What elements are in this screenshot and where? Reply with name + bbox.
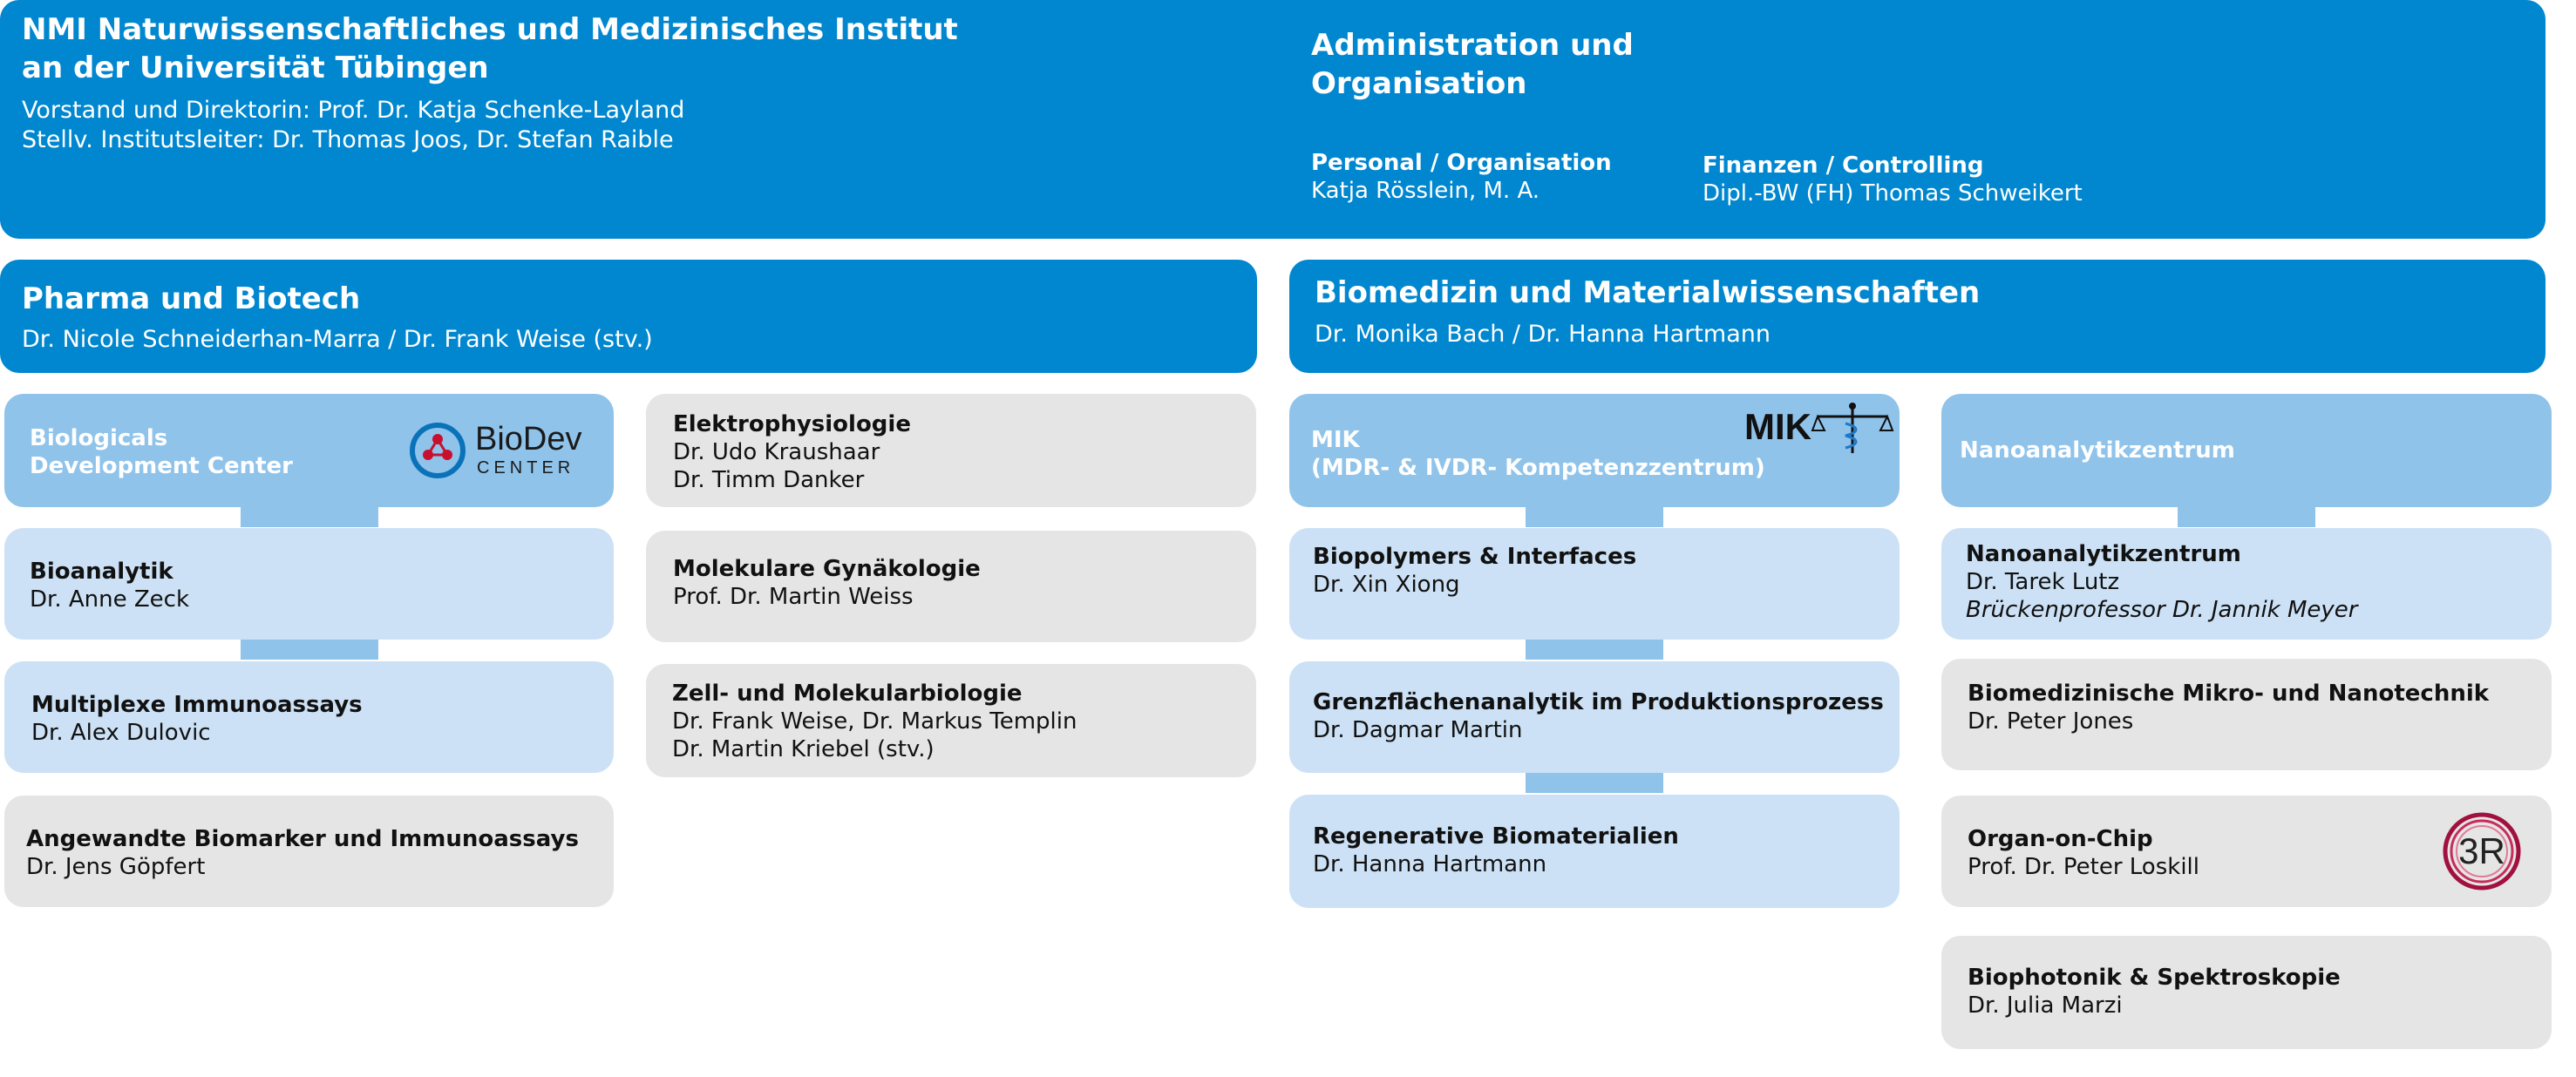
connector	[241, 507, 378, 527]
biopolymers-box	[1289, 528, 1900, 640]
biomarker-title: Angewandte Biomarker und Immunoassays	[26, 826, 579, 852]
elektrophysiologie-box	[646, 394, 1256, 507]
zellbiologie-person2: Dr. Martin Kriebel (stv.)	[672, 736, 935, 762]
bioanalytik-person: Dr. Anne Zeck	[30, 586, 190, 613]
biomed-heads: Dr. Monika Bach / Dr. Hanna Hartmann	[1315, 321, 1771, 348]
mik-line2: (MDR- & IVDR- Kompetenzzentrum)	[1311, 455, 1765, 481]
biophotonik-title: Biophotonik & Spektroskopie	[1968, 965, 2341, 991]
institute-banner	[0, 0, 2545, 239]
nanoanalytik-person: Dr. Tarek Lutz	[1966, 569, 2120, 595]
finance-label: Finanzen / Controlling	[1703, 152, 1984, 179]
mik-logo-text: MIK	[1744, 406, 1811, 447]
connector	[241, 640, 378, 660]
biodev-line1: Biologicals	[30, 425, 168, 451]
mikro-nano-person: Dr. Peter Jones	[1968, 708, 2134, 735]
administration-title-line1: Administration und	[1311, 28, 1634, 63]
gynaekologie-title: Molekulare Gynäkologie	[673, 556, 981, 582]
zellbiologie-title: Zell- und Molekularbiologie	[672, 681, 1023, 707]
nano-header-title: Nanoanalytikzentrum	[1960, 437, 2235, 464]
multiplex-box	[4, 661, 614, 773]
gynaekologie-person: Prof. Dr. Martin Weiss	[673, 584, 914, 610]
connector	[1526, 507, 1663, 527]
connector	[2178, 507, 2315, 527]
personal-name: Katja Rösslein, M. A.	[1311, 178, 1540, 204]
pharma-heads: Dr. Nicole Schneiderhan-Marra / Dr. Frank Weise (stv.)	[22, 326, 653, 353]
personal-label: Personal / Organisation	[1311, 150, 1612, 176]
mik-box	[1289, 394, 1900, 507]
biopolymers-title: Biopolymers & Interfaces	[1313, 544, 1637, 570]
multiplex-title: Multiplexe Immunoassays	[31, 692, 363, 718]
biomed-header	[1289, 260, 2545, 373]
regenerative-box	[1289, 795, 1900, 908]
elektrophysiologie-person2: Dr. Timm Danker	[673, 467, 865, 493]
regenerative-title: Regenerative Biomaterialien	[1313, 823, 1679, 850]
finance-name: Dipl.-BW (FH) Thomas Schweikert	[1703, 180, 2083, 207]
connector	[1526, 773, 1663, 793]
zellbiologie-box	[646, 664, 1256, 777]
biodev-logo	[407, 420, 608, 481]
mikro-nano-box	[1941, 659, 2552, 770]
biodev-center-box	[4, 394, 614, 507]
biopolymers-person: Dr. Xin Xiong	[1313, 572, 1460, 598]
grenzflaechen-box	[1289, 661, 1900, 773]
scales-caduceus-icon	[1811, 399, 1894, 457]
biophotonik-box	[1941, 936, 2552, 1049]
multiplex-person: Dr. Alex Dulovic	[31, 720, 211, 746]
elektrophysiologie-title: Elektrophysiologie	[673, 411, 911, 437]
gynaekologie-box	[646, 531, 1256, 642]
bioanalytik-title: Bioanalytik	[30, 559, 173, 585]
biodev-logo-word2: CENTER	[477, 458, 575, 478]
biodev-line2: Development Center	[30, 453, 294, 479]
institute-deputies: Stellv. Institutsleiter: Dr. Thomas Joos, Dr. Stefan Raible	[22, 126, 674, 153]
regenerative-person: Dr. Hanna Hartmann	[1313, 851, 1547, 877]
mik-line1: MIK	[1311, 427, 1360, 453]
organ-on-chip-person: Prof. Dr. Peter Loskill	[1968, 854, 2199, 880]
nanoanalytik-box	[1941, 528, 2552, 640]
institute-director: Vorstand und Direktorin: Prof. Dr. Katja Schenke-Layland	[22, 97, 685, 124]
institute-title-line2: an der Universität Tübingen	[22, 51, 489, 85]
grenzflaechen-person: Dr. Dagmar Martin	[1313, 717, 1523, 743]
bioanalytik-box	[4, 528, 614, 640]
pharma-title: Pharma und Biotech	[22, 281, 361, 316]
grenzflaechen-title: Grenzflächenanalytik im Produktionsprozess	[1313, 689, 1884, 715]
pharma-header	[0, 260, 1257, 373]
administration-title-line2: Organisation	[1311, 66, 1527, 101]
nanoanalytik-title: Nanoanalytikzentrum	[1966, 541, 2241, 567]
biodev-logo-icon	[407, 420, 468, 481]
connector	[1526, 640, 1663, 660]
3r-logo-text: 3R	[2458, 830, 2505, 871]
nano-header-box	[1941, 394, 2552, 507]
biophotonik-person: Dr. Julia Marzi	[1968, 992, 2123, 1019]
organ-on-chip-box	[1941, 796, 2552, 907]
biomarker-person: Dr. Jens Göpfert	[26, 854, 206, 880]
biomarker-box	[4, 796, 614, 907]
elektrophysiologie-person1: Dr. Udo Kraushaar	[673, 439, 880, 465]
biomed-title: Biomedizin und Materialwissenschaften	[1315, 275, 1981, 310]
mikro-nano-title: Biomedizinische Mikro- und Nanotechnik	[1968, 681, 2490, 707]
biodev-logo-word1: BioDev	[475, 421, 582, 457]
institute-title-line1: NMI Naturwissenschaftliches und Medizinisches Institut	[22, 12, 958, 47]
organ-on-chip-title: Organ-on-Chip	[1968, 826, 2153, 852]
nanoanalytik-professor: Brückenprofessor Dr. Jannik Meyer	[1966, 597, 2358, 623]
zellbiologie-person1: Dr. Frank Weise, Dr. Markus Templin	[672, 708, 1077, 735]
